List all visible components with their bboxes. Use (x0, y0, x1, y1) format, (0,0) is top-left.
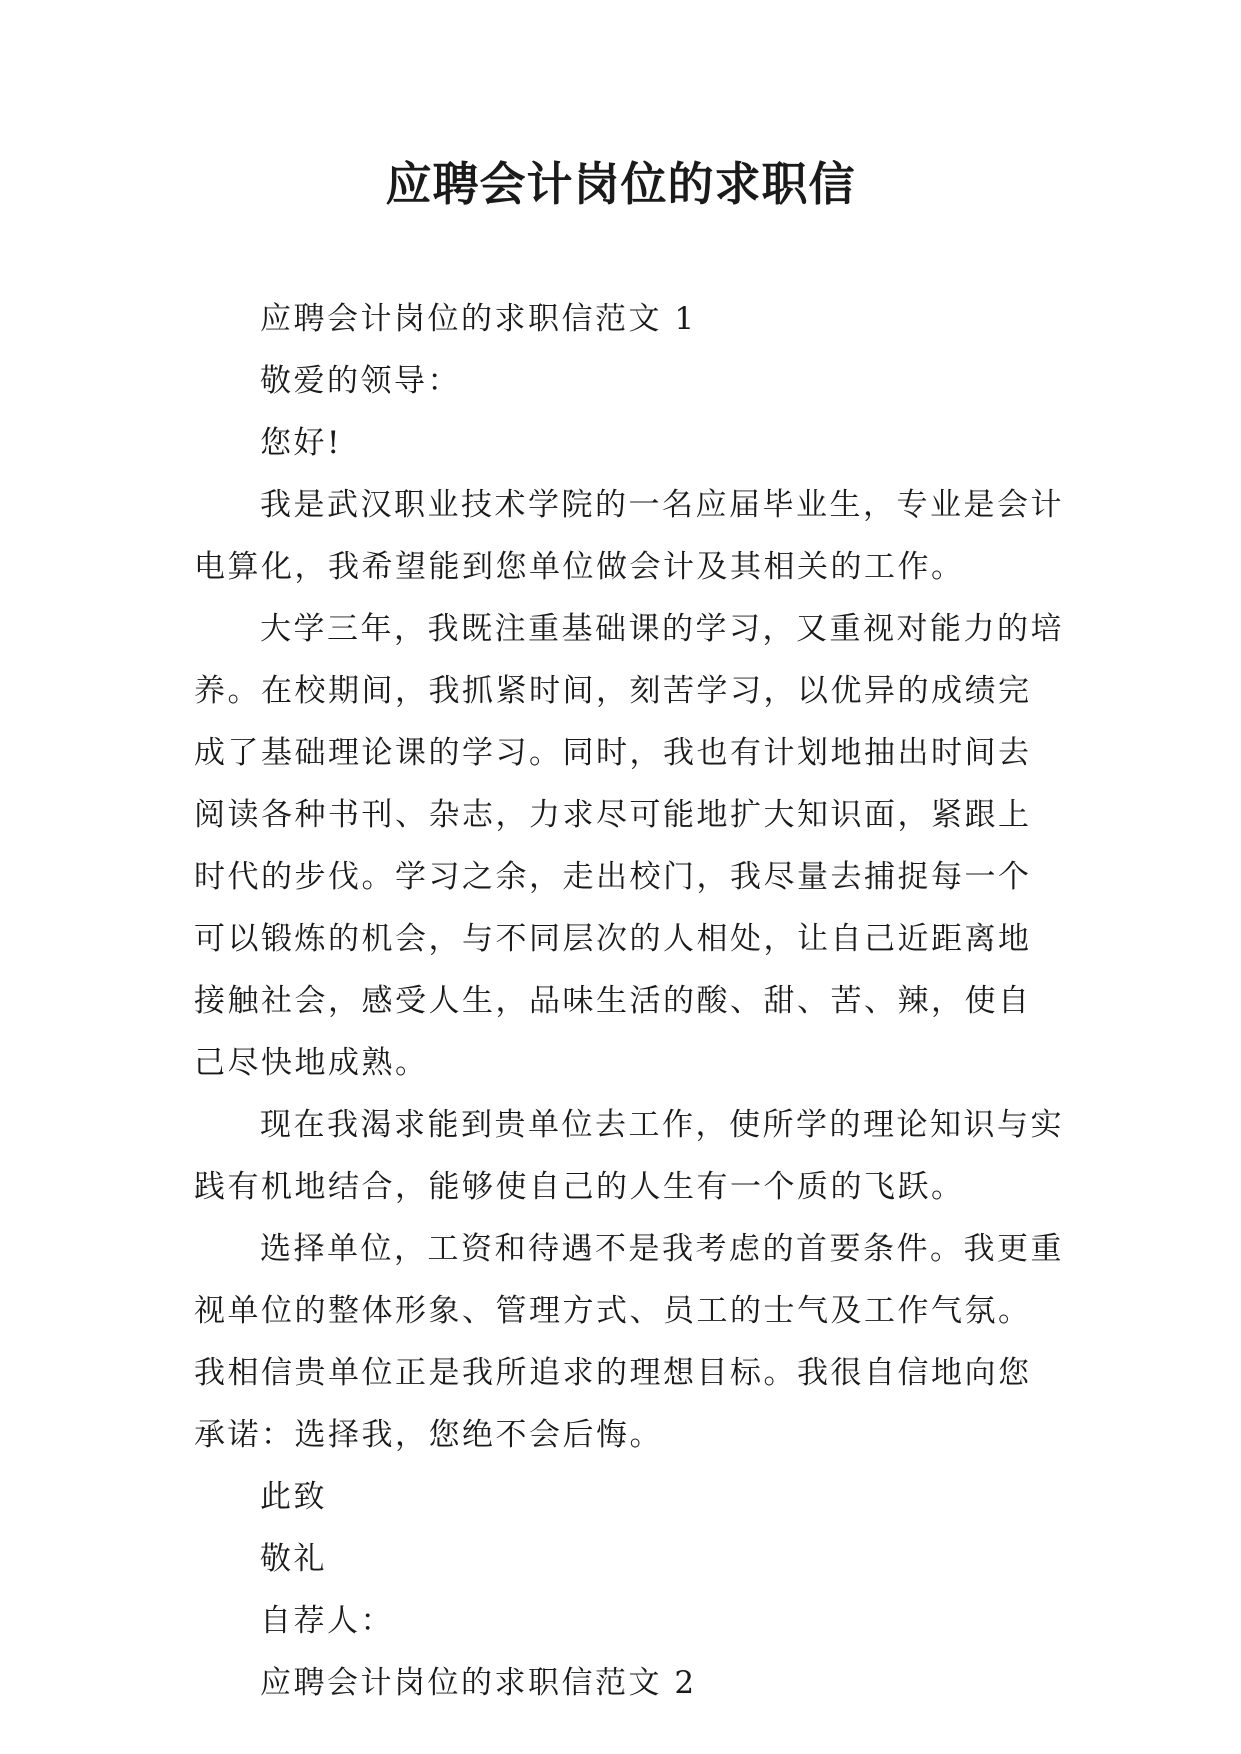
signature-label: 自荐人： (260, 1603, 394, 1639)
paragraph-education: 大学三年，我既注重基础课的学习，又重视对能力的培养。在校期间，我抓紧时间，刻苦学习，以优异的成绩完成了基础理论课的学习。同时，我也有计划地抽出时间去阅读各种书刊、杂志，力求尽可能地扩大知识面，紧跟上时代的步伐。学习之余，走出校门，我尽量去捕捉每一个可以锻炼的机会，与不同层次的人相处，让自己近距离地接触社会，感受人生，品味生活的酸、甜、苦、辣，使自己尽快地成熟。 (194, 611, 1064, 1081)
greeting: 您好! (260, 425, 342, 461)
document-body (194, 288, 1064, 1714)
closing-line-1: 此致 (260, 1479, 327, 1515)
paragraph-introduction: 我是武汉职业技术学院的一名应届毕业生，专业是会计电算化，我希望能到您单位做会计及其相关的工作。 (194, 487, 1064, 585)
section-heading-2: 应聘会计岗位的求职信范文 2 (260, 1665, 697, 1701)
salutation: 敬爱的领导： (260, 363, 461, 399)
paragraph-choice: 选择单位，工资和待遇不是我考虑的首要条件。我更重视单位的整体形象、管理方式、员工的士气及工作气氛。我相信贵单位正是我所追求的理想目标。我很自信地向您承诺：选择我，您绝不会后悔。 (194, 1231, 1064, 1453)
document-title: 应聘会计岗位的求职信 (385, 157, 856, 211)
paragraph-goal: 现在我渴求能到贵单位去工作，使所学的理论知识与实践有机地结合，能够使自己的人生有一个质的飞跃。 (194, 1107, 1064, 1205)
closing-line-2: 敬礼 (260, 1541, 327, 1577)
section-heading-1: 应聘会计岗位的求职信范文 1 (260, 301, 697, 337)
